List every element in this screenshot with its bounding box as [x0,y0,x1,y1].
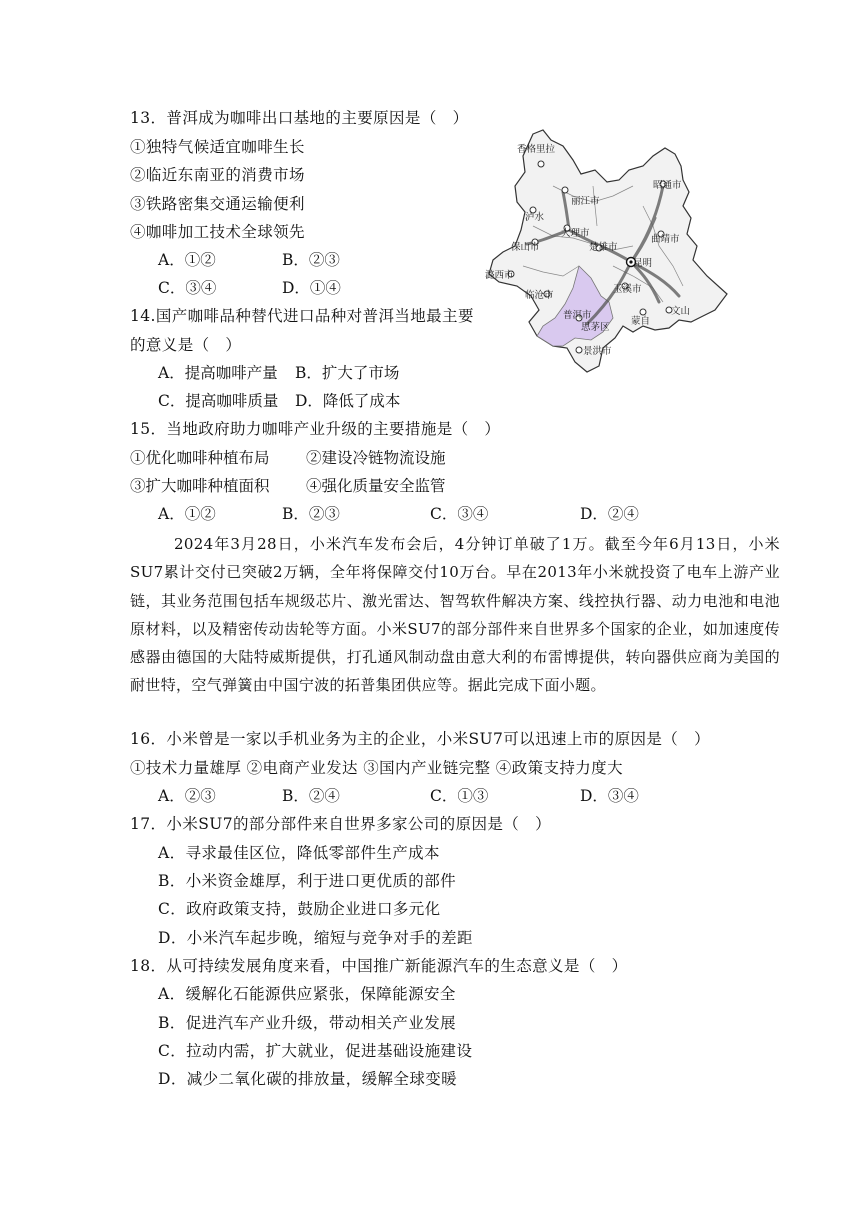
q13-option-c: C．③④ [158,279,217,297]
q15-option-c: C．③④ [430,505,489,523]
q13-option-b: B．②③ [282,251,340,269]
q13-item-1: ①独特气候适宜咖啡生长 [130,138,305,156]
q13-option-a: A．①② [158,251,216,269]
label-jinghong: 景洪市 [583,346,612,357]
q18-stem: 18．从可持续发展角度来看，中国推广新能源汽车的生态意义是（ ） [130,957,628,975]
q15-option-d: D．②④ [580,505,639,523]
label-shangri-la: 香格里拉 [517,144,556,155]
q16-option-d: D．③④ [580,787,639,805]
yunnan-map [483,126,735,378]
label-qujing: 曲靖市 [651,234,680,245]
passage-text: 2024年3月28日，小米汽车发布会后，4分钟订单破了1万。截至今年6月13日，小米SU7累计交付已突破2万辆，全年将保障交付10万台。早在2013年小米就投资了电车上游产业链，其业务范围包括车规级芯片、激光雷达、智驾软件解决方案、线控执行器、动力电池和电池原材料，以及精密传动齿轮等方面。小米SU7的部分部件来自世界多个国家的企业，如加速度传感器由德国的大陆特威斯提供，打孔通风制动盘由意大利的布雷博提供，转向器供应商为美国的耐世特，空气弹簧由中国宁波的拓普集团供应等。据此完成下面小题。 [130,535,780,695]
q17-stem: 17．小米SU7的部分部件来自世界多家公司的原因是（ ） [130,815,551,833]
q15-item-4: ④强化质量安全监管 [306,477,446,495]
q13-stem: 13．普洱成为咖啡出口基地的主要原因是（ ） [130,109,469,127]
q16-items: ①技术力量雄厚 ②电商产业发达 ③国内产业链完整 ④政策支持力度大 [130,759,623,777]
label-lijiang: 丽江市 [571,196,600,207]
label-baoshan: 保山市 [511,242,540,253]
city-marker [576,347,582,353]
q14-option-b: B．扩大了市场 [295,364,400,382]
q17-option-d: D．小米汽车起步晚，缩短与竞争对手的差距 [158,929,473,947]
label-simao: 思茅区 [581,322,610,333]
q13-item-4: ④咖啡加工技术全球领先 [130,223,305,241]
q13-item-3: ③铁路密集交通运输便利 [130,195,305,213]
q16-option-c: C．①③ [430,787,489,805]
reading-passage [130,530,780,700]
q14-option-c: C．提高咖啡质量 [158,392,279,410]
q18-option-a: A．缓解化石能源供应紧张，保障能源安全 [158,985,456,1003]
city-marker [538,161,544,167]
q15-stem: 15．当地政府助力咖啡产业升级的主要措施是（ ） [130,420,501,438]
q17-option-c: C．政府政策支持，鼓励企业进口多元化 [158,900,441,918]
label-lushui: 泸水 [525,212,545,223]
q14-option-d: D．降低了成本 [295,392,401,410]
q14-stem-line1: 14.国产咖啡品种替代进口品种对普洱当地最主要 [130,307,474,325]
label-kunming: 昆明 [633,258,653,269]
q15-option-a: A．①② [158,505,216,523]
label-yuxi: 玉溪市 [613,284,642,295]
q16-stem: 16．小米曾是一家以手机业务为主的企业，小米SU7可以迅速上市的原因是（ ） [130,730,710,748]
city-marker [562,187,568,193]
q15-option-b: B．②③ [282,505,340,523]
label-zhaotong: 昭通市 [653,180,682,191]
q18-option-d: D．减少二氧化碳的排放量，缓解全球变暖 [158,1070,458,1088]
q15-item-2: ②建设冷链物流设施 [306,449,446,467]
q17-option-a: A．寻求最佳区位，降低零部件生产成本 [158,844,440,862]
label-lincang: 临沧市 [525,290,554,301]
q18-option-c: C．拉动内需，扩大就业，促进基础设施建设 [158,1042,473,1060]
label-mengzi: 蒙自 [631,316,651,327]
q14-option-a: A．提高咖啡产量 [158,364,278,382]
label-luxi: 潞西市 [485,270,514,281]
q16-option-a: A．②③ [158,787,216,805]
label-chuxiong: 楚雄市 [589,242,618,253]
q13-option-d: D．①④ [282,279,341,297]
q15-item-1: ①优化咖啡种植布局 [130,449,270,467]
q15-item-3: ③扩大咖啡种植面积 [130,477,270,495]
label-wenshan: 文山 [671,306,691,317]
q14-stem-line2: 的意义是（ ） [130,336,242,354]
q16-option-b: B．②④ [282,787,340,805]
label-puer: 普洱市 [563,310,592,321]
q17-option-b: B．小米资金雄厚，利于进口更优质的部件 [158,872,456,890]
q18-option-b: B．促进汽车产业升级，带动相关产业发展 [158,1014,456,1032]
label-dali: 大理市 [561,228,590,239]
q13-item-2: ②临近东南亚的消费市场 [130,166,305,184]
city-marker [640,309,646,315]
